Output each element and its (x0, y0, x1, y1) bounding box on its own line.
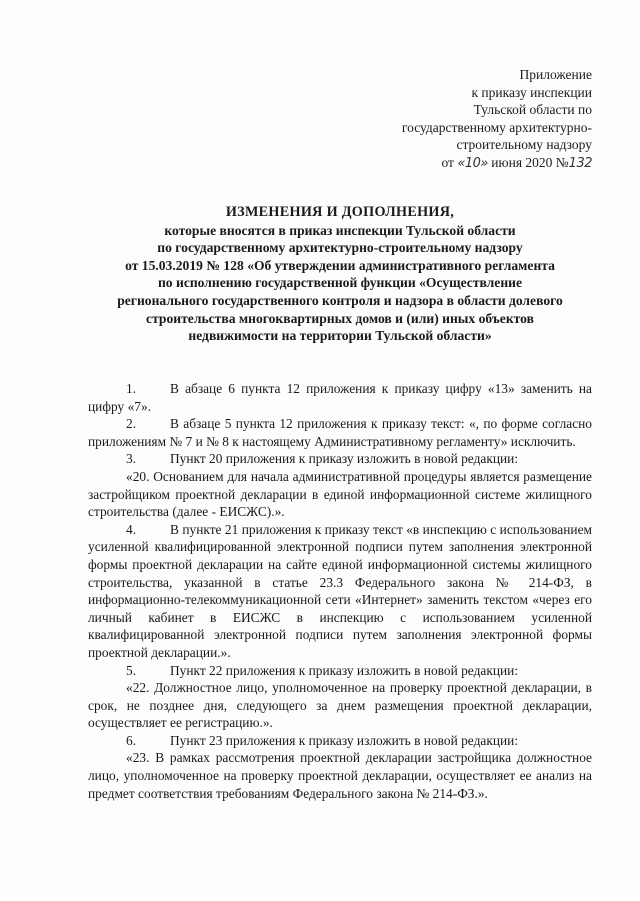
title-main: ИЗМЕНЕНИЯ И ДОПОЛНЕНИЯ, (225, 204, 455, 220)
item-number: 2. (126, 416, 137, 432)
quoted-paragraph (88, 749, 592, 802)
appendix-line: строительному надзору (456, 137, 592, 152)
item-text: Пункт 23 приложения к приказу изложить в новой редакции: (170, 732, 519, 748)
appendix-date-line (352, 154, 592, 173)
item-text: «20. Основанием для начала административной процедуры является размещение застройщиком проектной декларации в единой информационной системе жилищного строительства (далее - ЕИСЖС).». (88, 468, 592, 520)
appendix-line: к приказу инспекции (471, 84, 592, 100)
item-text: «22. Должностное лицо, уполномоченное на проверку проектной декларации, в срок, не позднее дня, следующего за днем размещения проектной декларации, осуществляет ее регистрацию.». (88, 680, 592, 731)
appendix-line: государственному архитектурно- (401, 119, 592, 135)
quoted-paragraph (88, 468, 592, 521)
item-text: Пункт 20 приложения к приказу изложить в новой редакции: (170, 451, 519, 467)
item-number: 4. (126, 521, 137, 537)
title-line: недвижимости на территории Тульской области» (188, 328, 492, 344)
list-item (88, 521, 592, 662)
document-title (88, 204, 592, 345)
order-number-handwritten: 132 (568, 155, 592, 171)
title-line: от 15.03.2019 № 128 «Об утверждении административного регламента (125, 257, 555, 273)
list-item (88, 450, 592, 468)
date-month-year: июня 2020 № (491, 154, 569, 170)
quoted-paragraph (88, 679, 592, 732)
date-day-handwritten: «10» (457, 155, 488, 171)
item-text: В пункте 21 приложения к приказу текст «в инспекцию с использованием усиленной квалифицированной электронной подписи путем заполнения электронной формы проектной декларации на сайте единой информационной системы жилищного строительства, указанной в статье 23.3 Федерального закона № 214-ФЗ, в информационно-телекоммуникационной сети «Интернет» заменить текстом «через его личный кабинет в ЕИСЖС в инспекцию с использованием усиленной квалифицированной электронной подписи путем заполнения электронной формы проектной декларации.». (88, 521, 592, 660)
item-text: «23. В рамках рассмотрения проектной декларации застройщика должностное лицо, уполномоченное на проверку проектной декларации, осуществляет ее анализ на предмет соответствия требованиям Федерального закона № 214-ФЗ.». (88, 750, 592, 801)
item-number: 6. (126, 732, 137, 748)
list-item (88, 662, 592, 680)
appendix-line: Приложение (519, 67, 592, 82)
title-line: регионального государственного контроля и надзора в области долевого (117, 292, 563, 308)
list-item (88, 732, 592, 750)
item-text: Пункт 22 приложения к приказу изложить в новой редакции: (170, 662, 519, 678)
item-text: В абзаце 6 пункта 12 приложения к приказу цифру «13» заменить на цифру «7». (88, 381, 592, 414)
list-item (88, 415, 592, 450)
item-number: 1. (126, 381, 137, 396)
item-number: 5. (126, 662, 137, 678)
item-text: В абзаце 5 пункта 12 приложения к приказу текст: «, по форме согласно приложениям № 7 и № 8 к настоящему Административному регламенту» исключить. (88, 416, 592, 449)
appendix-header (352, 66, 592, 172)
appendix-line: Тульской области по (473, 102, 592, 117)
title-line: которые вносятся в приказ инспекции Тульской области (164, 222, 516, 238)
item-number: 3. (126, 451, 137, 467)
title-line: по исполнению государственной функции «Осуществление (157, 275, 523, 291)
title-line: строительства многоквартирных домов и (или) иных объектов (146, 310, 534, 326)
title-line: по государственному архитектурно-строительному надзору (157, 240, 523, 256)
date-day: 10 (464, 155, 481, 171)
date-prefix: от (441, 154, 454, 170)
document-body (88, 380, 592, 802)
list-item (88, 380, 592, 415)
